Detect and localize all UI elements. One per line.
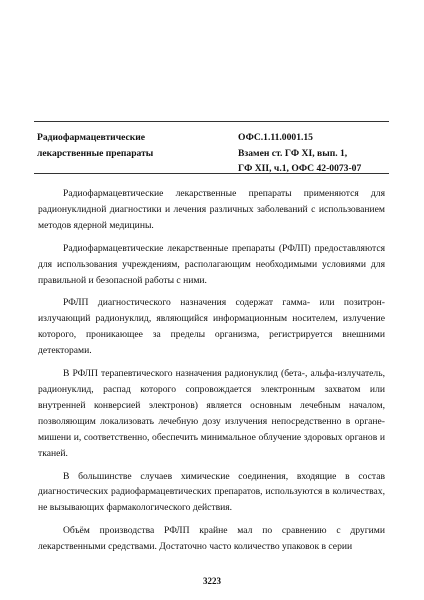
paragraph-6: Объём производства РФЛП крайне мал по сравнению с другими лекарственными средствами. Достаточно часто количество упаковок в серии xyxy=(38,525,385,553)
document-body xyxy=(38,186,385,562)
paragraph-5: В большинстве случаев химические соединения, входящие в состав диагностических радиофармацевтических препаратов, используются в количествах, не вызывающих фармакологического действия. xyxy=(38,470,385,514)
header-bottom-rule xyxy=(34,173,389,174)
page-number: 3223 xyxy=(203,576,221,586)
header-top-rule xyxy=(34,121,389,122)
paragraph-3: РФЛП диагностического назначения содержат гамма- или позитрон-излучающий радионуклид, являющийся информационным носителем, излучение которого, проникающее за пределы организма, регистрируется внешними детекторами. xyxy=(38,297,385,357)
paragraph-4: В РФЛП терапевтического назначения радионуклид (бета-, альфа-излучатель, радионуклид, распад которого сопровождается электронным захватом или внутренней конверсией электронов) является основным лечебным началом, позволяющим локализовать лечебную дозу излучения непосредственно в органе-мишени и, соответственно, обеспечить минимальное облучение здоровых органов и тканей. xyxy=(38,368,385,459)
category-line-2: лекарственные препараты xyxy=(37,147,154,159)
document-code: ОФС.1.11.0001.15 xyxy=(238,132,313,143)
category-line-1: Радиофармацевтические xyxy=(37,132,146,143)
document-code-block xyxy=(238,130,398,177)
replaces-line-1: Взамен ст. ГФ XI, вып. 1, xyxy=(238,147,348,159)
replaces-line-2: ГФ XII, ч.1, ОФС 42-0073-07 xyxy=(238,163,362,174)
paragraph-2: Радиофармацевтические лекарственные препараты (РФЛП) предоставляются для использования учреждениям, располагающим необходимыми условиями для правильной и безопасной работы с ними. xyxy=(38,242,385,286)
document-category xyxy=(37,130,222,161)
paragraph-1: Радиофармацевтические лекарственные препараты применяются для радионуклидной диагностики и лечения различных заболеваний с использованием методов ядерной медицины. xyxy=(38,188,385,231)
